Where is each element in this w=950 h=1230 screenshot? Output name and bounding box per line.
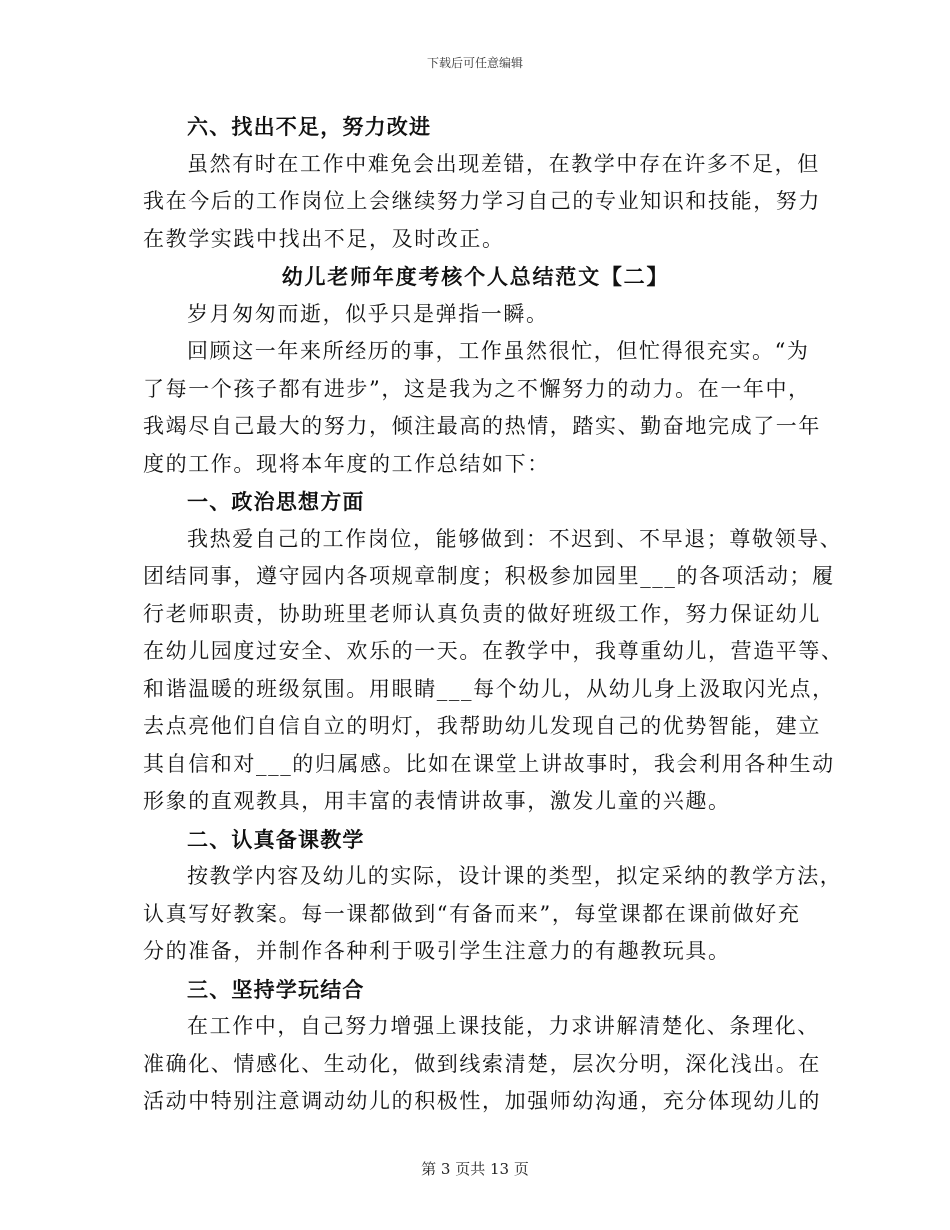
- section-1-heading: 一、政治思想方面: [187, 489, 365, 514]
- section-1-line: 我热爱自己的工作岗位，能够做到：不迟到、不早退；尊敬领导、: [187, 526, 843, 551]
- intro-paragraph-2-line: 回顾这一年来所经历的事，工作虽然很忙，但忙得很充实。“为: [187, 339, 810, 363]
- section-1-line: 在幼儿园度过安全、欢乐的一天。在教学中，我尊重幼儿，营造平等、: [143, 639, 844, 663]
- section-1-line: 形象的直观教具，用丰富的表情讲故事，激发儿童的兴趣。: [143, 789, 731, 813]
- intro-paragraph-1: 岁月匆匆而逝，似乎只是弹指一瞬。: [187, 301, 549, 326]
- section-3-line: 在工作中，自己努力增强上课技能，力求讲解清楚化、条理化、: [187, 1014, 820, 1038]
- section-3-line: 活动中特别注意调动幼儿的积极性，加强师幼沟通，充分体现幼儿的: [143, 1089, 821, 1113]
- section-2-line: 认真写好教案。每一课都做到“有备而来”，每堂课都在课前做好充: [143, 901, 801, 926]
- page-footer: 第 3 页共 13 页: [421, 1160, 529, 1178]
- section-6-line: 在教学实践中找出不足，及时改正。: [143, 226, 505, 251]
- header-note: 下载后可任意编辑: [426, 56, 523, 70]
- section-1-line: 和谐温暖的班级氛围。用眼睛___每个幼儿，从幼儿身上汲取闪光点，: [143, 676, 835, 701]
- intro-paragraph-2-line: 度的工作。现将本年度的工作总结如下：: [143, 451, 550, 476]
- section-6-line: 虽然有时在工作中难免会出现差错，在教学中存在许多不足，但: [187, 151, 820, 176]
- section-3-heading: 三、坚持学玩结合: [187, 976, 365, 1002]
- intro-paragraph-2-line: 了每一个孩子都有进步”，这是我为之不懈努力的动力。在一年中，: [143, 376, 811, 401]
- section-6-line: 我在今后的工作岗位上会继续努力学习自己的专业知识和技能，努力: [143, 189, 821, 213]
- section-1-line: 其自信和对___的归属感。比如在课堂上讲故事时，我会利用各种生动: [143, 751, 835, 776]
- document-body: [143, 108, 844, 1121]
- section-3-line: 准确化、情感化、生动化，做到线索清楚，层次分明，深化浅出。在: [143, 1051, 821, 1076]
- section-1-line: 去点亮他们自信自立的明灯，我帮助幼儿发现自己的优势智能，建立: [143, 714, 821, 738]
- section-6-heading: 六、找出不足，努力改进: [187, 114, 432, 139]
- intro-paragraph-2-line: 我竭尽自己最大的努力，倾注最高的热情，踏实、勤奋地完成了一年: [143, 414, 821, 438]
- section-1-line: 团结同事，遵守园内各项规章制度；积极参加园里___的各项活动；履: [143, 564, 835, 588]
- section-2-heading: 二、认真备课教学: [187, 826, 365, 852]
- document-title: 幼儿老师年度考核个人总结范文【二】: [281, 264, 670, 289]
- section-2-line: 分的准备，并制作各种利于吸引学生注意力的有趣教玩具。: [143, 939, 731, 963]
- section-1-line: 行老师职责，协助班里老师认真负责的做好班级工作，努力保证幼儿: [143, 601, 821, 626]
- section-2-line: 按教学内容及幼儿的实际，设计课的类型，拟定采纳的教学方法，: [187, 864, 843, 888]
